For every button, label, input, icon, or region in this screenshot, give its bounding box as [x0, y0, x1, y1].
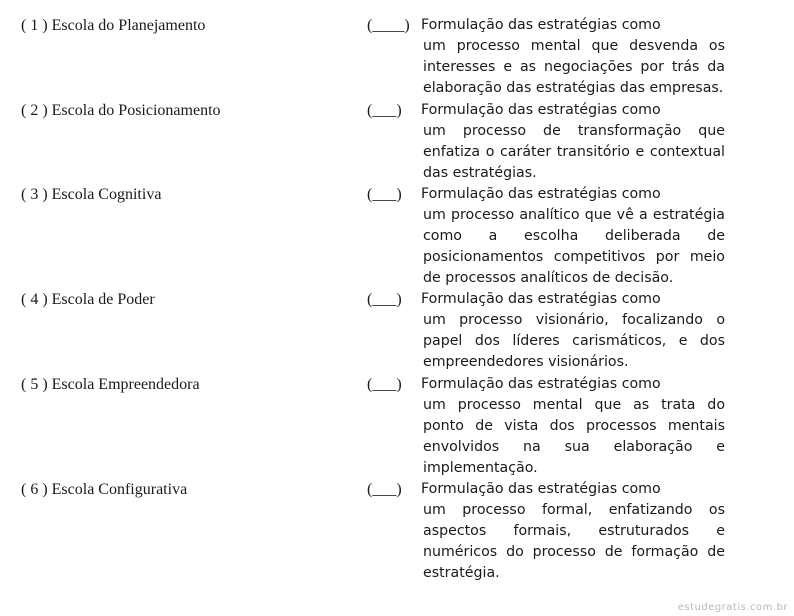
definition-6-body: um processo formal, enfatizando os aspectos formais, estruturados e numéricos do processo de formação de estratégia. — [423, 502, 725, 581]
definition-6-heading: Formulação das estratégias como — [421, 481, 661, 497]
answer-blank-3[interactable]: (___) — [367, 186, 402, 203]
definition-3 — [421, 184, 725, 289]
answer-blank-1[interactable]: (____) — [367, 17, 410, 34]
site-watermark: estudegratis.com.br — [677, 602, 788, 613]
definition-1-body: um processo mental que desvenda os interesses e as negociações por trás da elaboração das estratégias das empresas. — [423, 38, 725, 96]
definition-1-heading: Formulação das estratégias como — [421, 17, 661, 33]
school-1-label: ( 1 ) Escola do Planejamento — [21, 17, 206, 34]
definition-4-body: um processo visionário, focalizando o papel dos líderes carismáticos, e dos empreendedores visionários. — [423, 312, 725, 370]
school-4-label: ( 4 ) Escola de Poder — [21, 291, 155, 308]
definition-1 — [421, 15, 725, 99]
definition-5-heading: Formulação das estratégias como — [421, 376, 661, 392]
definition-5 — [421, 374, 725, 479]
school-5-label: ( 5 ) Escola Empreendedora — [21, 376, 200, 393]
answer-blank-6[interactable]: (___) — [367, 481, 402, 498]
definition-4-heading: Formulação das estratégias como — [421, 291, 661, 307]
definition-5-body: um processo mental que as trata do ponto de vista dos processos mentais envolvidos na sua elaboração e implementação. — [423, 397, 725, 476]
definition-3-body: um processo analítico que vê a estratégia como a escolha deliberada de posicionamentos competitivos por meio de processos analíticos de decisão. — [423, 207, 725, 286]
answer-blank-4[interactable]: (___) — [367, 291, 402, 308]
definition-2-heading: Formulação das estratégias como — [421, 102, 661, 118]
school-6-label: ( 6 ) Escola Configurativa — [21, 481, 188, 498]
school-2-label: ( 2 ) Escola do Posicionamento — [21, 102, 221, 119]
answer-blank-2[interactable]: (___) — [367, 102, 402, 119]
definition-6 — [421, 479, 725, 584]
answer-blank-5[interactable]: (___) — [367, 376, 402, 393]
definition-4 — [421, 289, 725, 373]
definition-3-heading: Formulação das estratégias como — [421, 186, 661, 202]
definition-2-body: um processo de transformação que enfatiza o caráter transitório e contextual das estratégias. — [423, 123, 725, 181]
definition-2 — [421, 100, 725, 184]
school-3-label: ( 3 ) Escola Cognitiva — [21, 186, 162, 203]
